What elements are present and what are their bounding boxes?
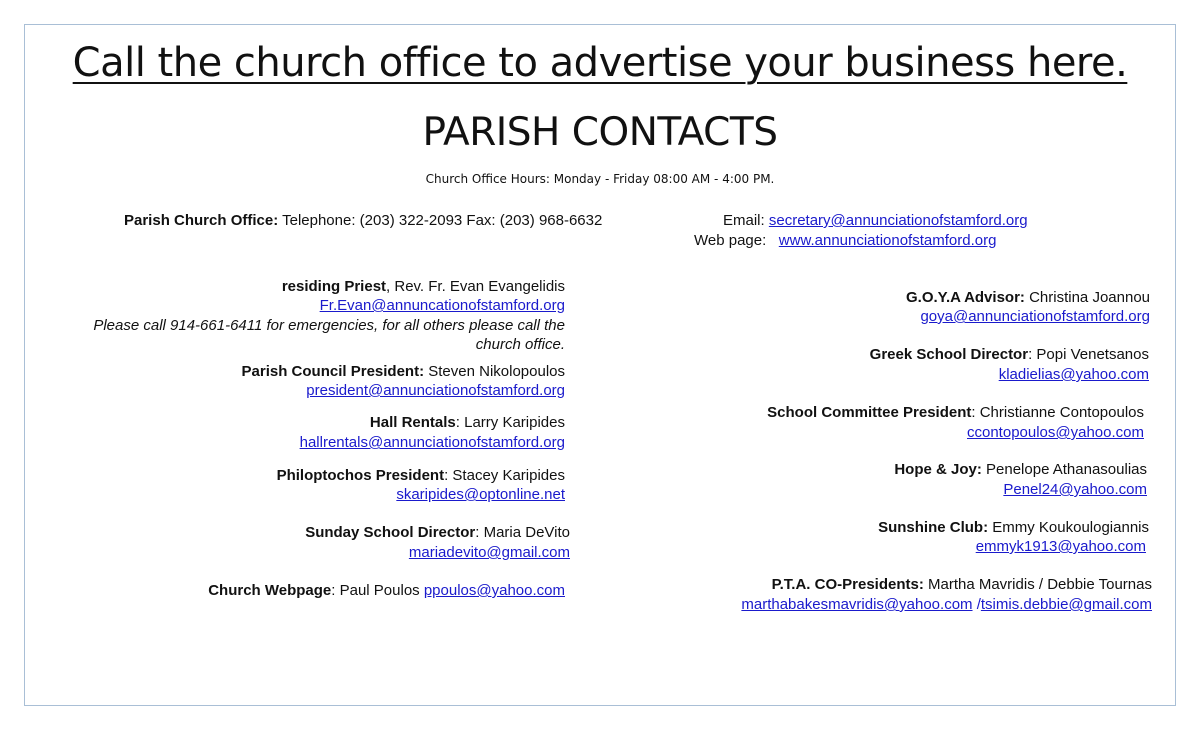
advertise-banner: Call the church office to advertise your business here. [72, 40, 1128, 86]
sunday-email-line [409, 543, 570, 562]
email-label: Email: [723, 212, 765, 229]
sunday-name: : Maria DeVito [475, 524, 570, 541]
goya-name: Christina Joannou [1024, 289, 1150, 306]
greek-email-link[interactable]: kladielias@yahoo.com [998, 366, 1149, 383]
pta-separator: / [972, 596, 981, 613]
goya-line [906, 288, 1150, 307]
priest-line [282, 277, 565, 296]
committee-email-line [967, 423, 1144, 442]
page-title: PARISH CONTACTS [422, 110, 778, 155]
sunshine-label: Sunshine Club: [878, 519, 989, 536]
greek-label: Greek School Director [869, 346, 1029, 363]
council-line [242, 362, 565, 381]
sunshine-email-link[interactable]: emmyk1913@yahoo.com [975, 538, 1146, 555]
council-name: Steven Nikolopoulos [424, 363, 565, 380]
webpage-name: : Paul Poulos [331, 582, 424, 599]
priest-label: residing Priest [281, 278, 387, 295]
council-email-line [306, 381, 565, 400]
webpage-line [208, 581, 565, 600]
council-label: Parish Council President: [241, 363, 425, 380]
sunshine-email-line [976, 537, 1146, 556]
hall-email-line [300, 433, 565, 452]
priest-name: , Rev. Fr. Evan Evangelidis [386, 278, 565, 295]
priest-email-line [320, 296, 565, 315]
goya-email-line [920, 307, 1150, 326]
committee-label: School Committee President [767, 404, 972, 421]
philo-email-link[interactable]: skaripides@optonline.net [396, 486, 565, 503]
office-hours: Church Office Hours: Monday - Friday 08:00 AM - 4:00 PM. [425, 172, 775, 186]
committee-line [767, 403, 1144, 422]
priest-email-link[interactable]: Fr.Evan@annuncationofstamford.org [319, 297, 565, 314]
parish-office-phone: Telephone: (203) 322-2093 Fax: (203) 968-6632 [282, 212, 603, 229]
secretary-email-link[interactable]: secretary@annunciationofstamford.org [768, 212, 1028, 229]
greek-email-line [999, 365, 1149, 384]
parish-office-label: Parish Church Office: [124, 212, 279, 229]
council-email-link[interactable]: president@annunciationofstamford.org [306, 382, 565, 399]
parish-office-line [124, 211, 602, 230]
pta-name: Martha Mavridis / Debbie Tournas [923, 576, 1152, 593]
hall-label: Hall Rentals [369, 414, 456, 431]
hope-label: Hope & Joy: [894, 461, 982, 478]
pta-email-line [741, 595, 1152, 614]
hope-email-line [1003, 480, 1147, 499]
pta-label: P.T.A. CO-Presidents: [771, 576, 924, 593]
hope-name: Penelope Athanasoulias [981, 461, 1147, 478]
webpage-label: Church Webpage [208, 582, 332, 599]
sunday-line [305, 523, 570, 542]
website-link[interactable]: www.annunciationofstamford.org [778, 232, 997, 249]
emergency-note-1: Please call 914-661-6411 for emergencies, for all others please call the [93, 317, 565, 334]
web-label: Web page: [694, 232, 767, 249]
sunshine-name: Emmy Koukoulogiannis [988, 519, 1149, 536]
goya-email-link[interactable]: goya@annunciationofstamford.org [920, 308, 1150, 325]
pta-email-link-1[interactable]: marthabakesmavridis@yahoo.com [741, 596, 973, 613]
greek-name: : Popi Venetsanos [1028, 346, 1149, 363]
pta-line [772, 575, 1152, 594]
parish-email-line [723, 211, 1028, 230]
pta-email-link-2[interactable]: tsimis.debbie@gmail.com [980, 596, 1152, 613]
philo-name: : Stacey Karipides [444, 467, 565, 484]
hall-email-link[interactable]: hallrentals@annunciationofstamford.org [299, 434, 565, 451]
hope-email-link[interactable]: Penel24@yahoo.com [1003, 481, 1147, 498]
hall-line [370, 413, 565, 432]
committee-email-link[interactable]: ccontopoulos@yahoo.com [967, 424, 1144, 441]
emergency-note-2: church office. [475, 336, 565, 353]
webpage-email-link[interactable]: ppoulos@yahoo.com [423, 582, 565, 599]
philo-line [277, 466, 565, 485]
parish-web-line [694, 231, 996, 250]
committee-name: : Christianne Contopoulos [971, 404, 1144, 421]
philo-label: Philoptochos President [276, 467, 445, 484]
sunday-email-link[interactable]: mariadevito@gmail.com [408, 544, 570, 561]
hall-name: : Larry Karipides [455, 414, 565, 431]
sunday-label: Sunday School Director [305, 524, 476, 541]
philo-email-line [396, 485, 565, 504]
hope-line [894, 460, 1147, 479]
goya-label: G.O.Y.A Advisor: [906, 289, 1025, 306]
sunshine-line [878, 518, 1149, 537]
greek-line [870, 345, 1149, 364]
